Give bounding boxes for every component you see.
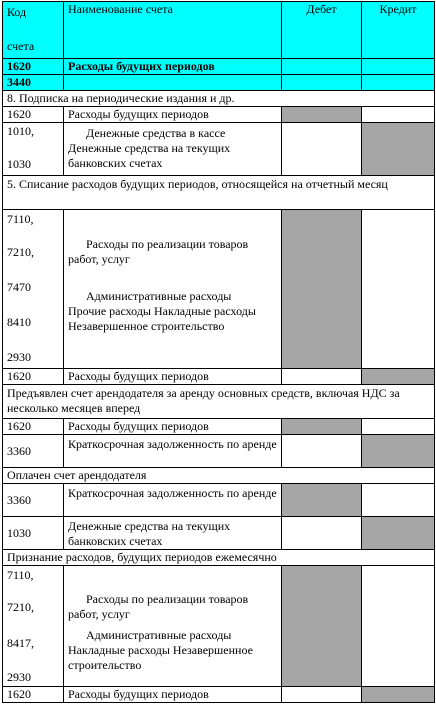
account-code: 7470	[7, 280, 31, 294]
table-row	[3, 369, 435, 385]
account-code: 3440	[3, 75, 64, 91]
account-code: 1620	[3, 369, 64, 385]
account-name: Расходы по реализации товаров работ, услуг	[68, 592, 249, 621]
section-row	[3, 176, 435, 210]
account-code: 7110,	[7, 568, 34, 582]
credit-cell	[362, 419, 435, 435]
credit-cell	[362, 369, 435, 385]
section-row	[3, 550, 435, 566]
debit-cell	[282, 75, 362, 91]
table-row	[3, 566, 435, 687]
header-code-top: Код	[7, 5, 27, 19]
account-name-cell	[64, 123, 282, 176]
account-code: 7210,	[7, 245, 34, 259]
table-row	[3, 484, 435, 517]
table-row	[3, 419, 435, 435]
credit-cell	[362, 123, 435, 176]
account-name: Расходы будущих периодов	[64, 59, 282, 75]
account-name: Административные расходы	[86, 289, 232, 303]
account-code-cell	[3, 123, 64, 176]
account-code: 1010,	[7, 124, 34, 138]
account-code: 1030	[3, 517, 64, 550]
account-code: 7210,	[7, 600, 34, 614]
table-row	[3, 59, 435, 75]
account-name: Накладные расходы Незавершенное строительство	[68, 643, 253, 672]
account-code: 3360	[3, 484, 64, 517]
section-row	[3, 385, 435, 419]
section-title: Оплачен счет арендодателя	[3, 468, 435, 484]
table-row	[3, 123, 435, 176]
debit-cell	[282, 369, 362, 385]
credit-cell	[362, 59, 435, 75]
account-name: Расходы по реализации товаров работ, услуг	[68, 237, 249, 266]
debit-cell	[282, 566, 362, 687]
header-credit: Кредит	[362, 2, 435, 59]
account-code: 2930	[7, 350, 31, 364]
account-name: Расходы будущих периодов	[64, 369, 282, 385]
account-name	[64, 75, 282, 91]
account-code-cell	[3, 566, 64, 687]
section-row	[3, 468, 435, 484]
credit-cell	[362, 210, 435, 369]
account-name: Расходы будущих периодов	[64, 687, 282, 703]
account-code: 7110,	[7, 212, 34, 226]
debit-cell	[282, 435, 362, 468]
account-code: 8417,	[7, 636, 34, 650]
account-name: Административные расходы	[86, 628, 232, 642]
account-name: Денежные средства на текущих банковских счетах	[64, 517, 282, 550]
header-code-cell	[3, 2, 64, 59]
debit-cell	[282, 210, 362, 369]
section-title: Предъявлен счет арендодателя за аренду основных средств, включая НДС за несколько месяцев вперед	[3, 385, 435, 419]
credit-cell	[362, 107, 435, 123]
section-row	[3, 91, 435, 107]
credit-cell	[362, 75, 435, 91]
section-title: 5. Списание расходов будущих периодов, относящейся на отчетный месяц	[3, 176, 435, 210]
account-name: Краткосрочная задолженность по аренде	[64, 484, 282, 517]
account-code: 1620	[3, 687, 64, 703]
account-name: Денежные средства в кассе	[86, 126, 226, 140]
account-code: 2930	[7, 670, 31, 684]
header-row	[3, 2, 435, 59]
credit-cell	[362, 687, 435, 703]
account-name: Краткосрочная задолженность по аренде	[64, 435, 282, 468]
account-code: 1620	[3, 419, 64, 435]
debit-cell	[282, 517, 362, 550]
section-title: Признание расходов, будущих периодов ежемесячно	[3, 550, 435, 566]
credit-cell	[362, 517, 435, 550]
credit-cell	[362, 435, 435, 468]
account-name: Прочие расходы Накладные расходы Незавершенное строительство	[68, 304, 256, 333]
account-name: Денежные средства на текущих банковских счетах	[68, 141, 231, 170]
account-code-cell	[3, 210, 64, 369]
account-code: 3360	[3, 435, 64, 468]
account-code: 1620	[3, 107, 64, 123]
section-title: 8. Подписка на периодические издания и др.	[3, 91, 435, 107]
credit-cell	[362, 484, 435, 517]
header-name: Наименование счета	[64, 2, 282, 59]
debit-cell	[282, 123, 362, 176]
debit-cell	[282, 484, 362, 517]
debit-cell	[282, 687, 362, 703]
debit-cell	[282, 107, 362, 123]
table-row	[3, 210, 435, 369]
credit-cell	[362, 566, 435, 687]
account-code: 8410	[7, 315, 31, 329]
header-code-bottom: счета	[7, 39, 35, 53]
header-debit: Дебет	[282, 2, 362, 59]
table-row	[3, 107, 435, 123]
debit-cell	[282, 59, 362, 75]
table-row	[3, 687, 435, 703]
table-row	[3, 435, 435, 468]
account-name-cell	[64, 566, 282, 687]
account-name-cell	[64, 210, 282, 369]
table-row	[3, 517, 435, 550]
account-code: 1620	[3, 59, 64, 75]
account-code: 1030	[7, 157, 31, 171]
ledger-table	[2, 1, 435, 703]
account-name: Расходы будущих периодов	[64, 107, 282, 123]
account-name: Расходы будущих периодов	[64, 419, 282, 435]
table-row	[3, 75, 435, 91]
debit-cell	[282, 419, 362, 435]
